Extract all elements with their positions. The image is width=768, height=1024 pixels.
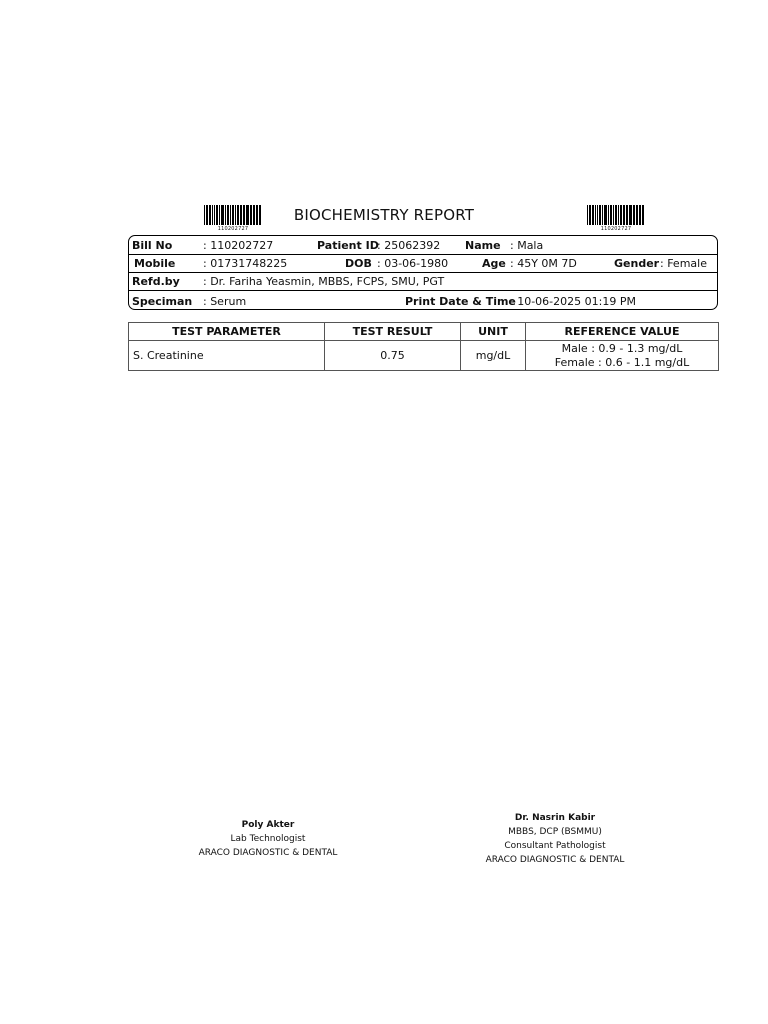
info-row-3	[129, 272, 717, 291]
signature-left-role: Lab Technologist	[230, 834, 306, 844]
signature-left	[158, 818, 378, 860]
signature-right-name: Dr. Nasrin Kabir	[514, 813, 596, 823]
gender-value: : Female	[660, 257, 707, 270]
signature-left-name: Poly Akter	[241, 820, 295, 830]
refd-by-label: Refd.by	[132, 275, 180, 288]
table-row	[129, 341, 719, 371]
print-date-label: Print Date & Time	[405, 295, 516, 308]
signature-right	[445, 811, 665, 867]
info-row-4	[129, 292, 717, 310]
signature-right-org: ARACO DIAGNOSTIC & DENTAL	[485, 855, 625, 865]
patient-id-label: Patient ID	[317, 239, 379, 252]
signature-right-qualification: MBBS, DCP (BSMMU)	[508, 827, 602, 837]
signature-left-org: ARACO DIAGNOSTIC & DENTAL	[198, 848, 338, 858]
header-reference-value: REFERENCE VALUE	[526, 323, 719, 341]
info-row-2	[129, 254, 717, 273]
name-value: : Mala	[510, 239, 544, 252]
bill-no-label: Bill No	[132, 239, 173, 252]
results-header-row	[129, 323, 719, 341]
barcode-number-right: 110202727	[600, 226, 632, 232]
info-row-1	[129, 236, 717, 255]
results-table	[128, 322, 719, 371]
refd-by-value: : Dr. Fariha Yeasmin, MBBS, FCPS, SMU, PGT	[203, 275, 445, 288]
age-label: Age	[482, 257, 506, 270]
dob-value: : 03-06-1980	[377, 257, 449, 270]
report-title: BIOCHEMISTRY REPORT	[293, 206, 475, 224]
name-label: Name	[465, 239, 501, 252]
specimen-label: Speciman	[132, 295, 193, 308]
gender-label: Gender	[614, 257, 660, 270]
patient-id-value: : 25062392	[377, 239, 441, 252]
reference-female: Female : 0.6 - 1.1 mg/dL	[554, 355, 690, 369]
mobile-value: : 01731748225	[203, 257, 288, 270]
reference-male: Male : 0.9 - 1.3 mg/dL	[561, 341, 683, 355]
barcode-number-left: 110202727	[217, 226, 249, 232]
print-date-value: : 10-06-2025 01:19 PM	[510, 295, 636, 308]
reference-value-cell	[526, 341, 719, 371]
header-test-parameter: TEST PARAMETER	[129, 323, 325, 341]
header-test-result: TEST RESULT	[325, 323, 461, 341]
header-unit: UNIT	[461, 323, 526, 341]
patient-info-box	[128, 235, 718, 310]
bill-no-value: : 110202727	[203, 239, 274, 252]
dob-label: DOB	[345, 257, 372, 270]
test-result-cell: 0.75	[325, 341, 461, 371]
mobile-label: Mobile	[134, 257, 176, 270]
unit-cell: mg/dL	[461, 341, 526, 371]
test-parameter-cell: S. Creatinine	[129, 341, 325, 371]
signature-right-role: Consultant Pathologist	[504, 841, 606, 851]
age-value: : 45Y 0M 7D	[510, 257, 577, 270]
specimen-value: : Serum	[203, 295, 247, 308]
